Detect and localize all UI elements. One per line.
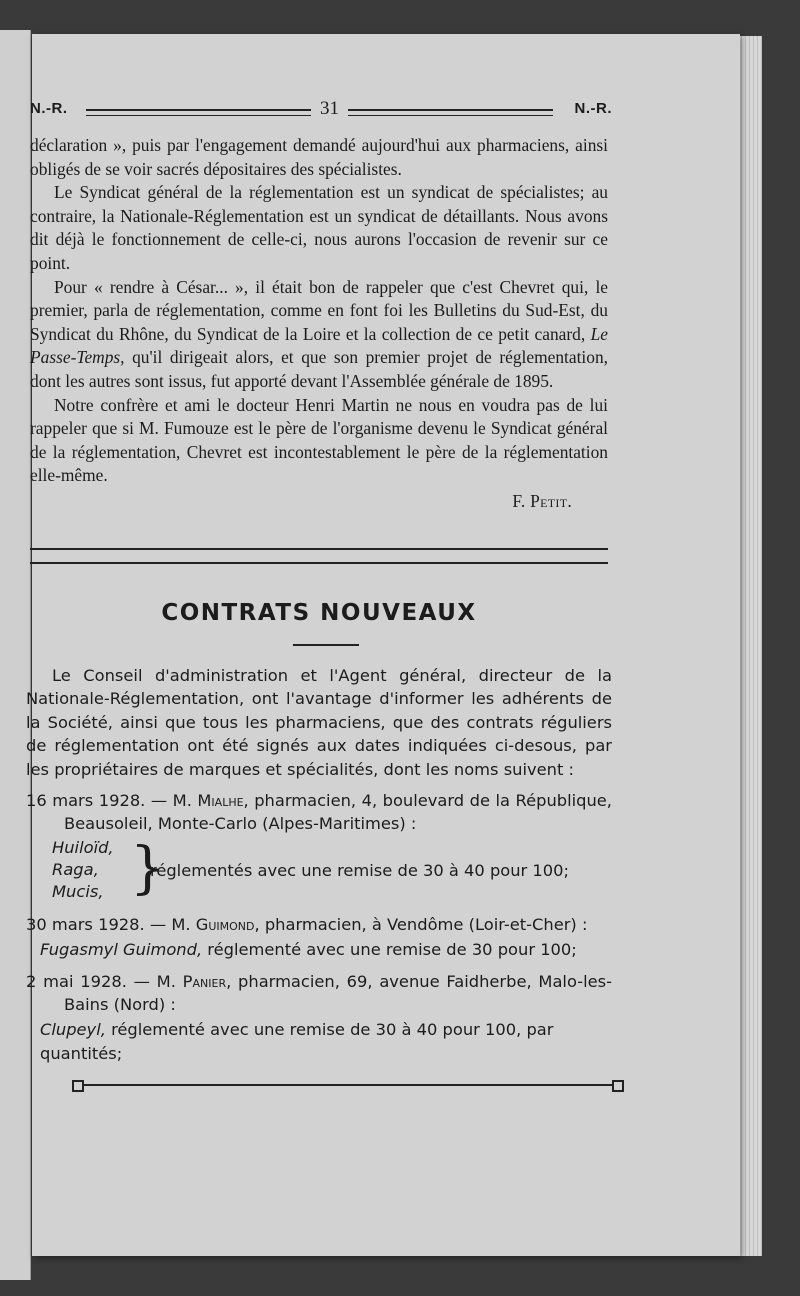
section-title: CONTRATS NOUVEAUX xyxy=(161,600,477,626)
entry-details: , pharmacien, 69, avenue Faidherbe, Malo-les-Bains (Nord) : xyxy=(64,971,612,1015)
entry-name: Mialhe xyxy=(197,791,244,811)
contracts-section xyxy=(26,664,612,1065)
footer-ornament-rule xyxy=(72,1080,624,1090)
page-number: 31 xyxy=(320,98,339,119)
header-left: N.-R. xyxy=(30,100,68,117)
article-paragraph: Le Syndicat général de la réglementation est un syndicat de spécialistes; au contraire, la Nationale-Réglementation est un syndicat de détaillants. Nous avons dit déjà le fonctionnement de celle-ci, nous aurons l'occasion de revenir sur ce point. xyxy=(30,182,608,273)
brand-list xyxy=(52,837,114,903)
brand-item: Huiloïd, xyxy=(52,837,114,857)
square-ornament-icon xyxy=(72,1080,84,1092)
product-name: Clupeyl, xyxy=(40,1020,106,1040)
cesar-text-before: Pour « rendre à César... », il était bon de rappeler que c'est Chevret qui, le premier, parla de réglementation, comme en font foi les Bulletins du Sud-Est, du Syndicat du Rhône, du Syndicat de la Loire et la collection de ce petit canard, xyxy=(30,276,608,344)
section-divider xyxy=(30,548,608,564)
square-ornament-icon xyxy=(612,1080,624,1092)
entry-details: , pharmacien, 4, boulevard de la République, Beausoleil, Monte-Carlo (Alpes-Maritimes) : xyxy=(64,791,612,834)
title-underline xyxy=(293,644,359,646)
signature: F. Petit. xyxy=(512,490,572,511)
brand-group xyxy=(52,837,612,905)
product-name: Fugasmyl Guimond, xyxy=(40,940,203,960)
header-right: N.-R. xyxy=(574,100,612,117)
contract-entry xyxy=(26,789,612,836)
header-rule-right xyxy=(348,109,553,116)
cesar-text-after: qu'il dirigeait alors, et que son premier projet de réglementation, dont les autres sont issus, fut apporté devant l'Assemblée générale de 1895. xyxy=(30,347,608,391)
product-terms: réglementé avec une remise de 30 pour 100; xyxy=(202,940,577,960)
entry-details: , pharmacien, à Vendôme (Loir-et-Cher) : xyxy=(254,914,588,934)
left-page-edge xyxy=(0,30,31,1280)
brand-item: Raga, xyxy=(52,859,99,879)
curly-brace-icon: } xyxy=(130,835,166,901)
entry-name: Guimond xyxy=(195,914,255,934)
product-line xyxy=(26,1018,612,1065)
publication-title: Le Passe-Temps, xyxy=(30,323,608,368)
article-paragraph: Notre confrère et ami le docteur Henri Martin ne nous en voudra pas de lui rappeler que si M. Fumouze est le père de l'organisme devenu le Syndicat général de la réglementation, Chevret est incontestablement le père de la réglementation elle-même. xyxy=(30,394,608,486)
contract-entry xyxy=(26,970,612,1017)
article-text xyxy=(30,134,608,514)
running-header xyxy=(30,98,612,122)
article-paragraph: déclaration », puis par l'engagement demandé aujourd'hui aux pharmaciens, ainsi obligés de se voir sacrés dépositaires des spécialistes. xyxy=(30,135,608,179)
entry-date: 16 mars 1928. — M. xyxy=(26,791,198,811)
article-paragraph-cesar xyxy=(30,276,608,394)
entry-date: 2 mai 1928. — M. xyxy=(26,971,183,991)
contracts-intro: Le Conseil d'administration et l'Agent général, directeur de la Nationale-Réglementation, ont l'avantage d'informer les adhérents de la Société, ainsi que tous les pharmaciens, que des contrats réguliers de réglementation ont été signés aux dates indiquées ci-desous, par les propriétaires de marques et spécialités, dont les noms suivent : xyxy=(26,666,612,779)
product-line xyxy=(26,938,612,961)
brand-terms: réglementés avec une remise de 30 à 40 pour 100; xyxy=(150,860,569,880)
brand-item: Mucis, xyxy=(52,881,104,901)
header-rule-left xyxy=(86,109,311,116)
contract-entry xyxy=(26,913,612,936)
product-terms: réglementé avec une remise de 30 à 40 pour 100, par quantités; xyxy=(40,1020,554,1063)
footer-line xyxy=(84,1084,612,1086)
entry-date: 30 mars 1928. — M. xyxy=(26,914,196,934)
entry-name: Panier xyxy=(182,971,227,991)
